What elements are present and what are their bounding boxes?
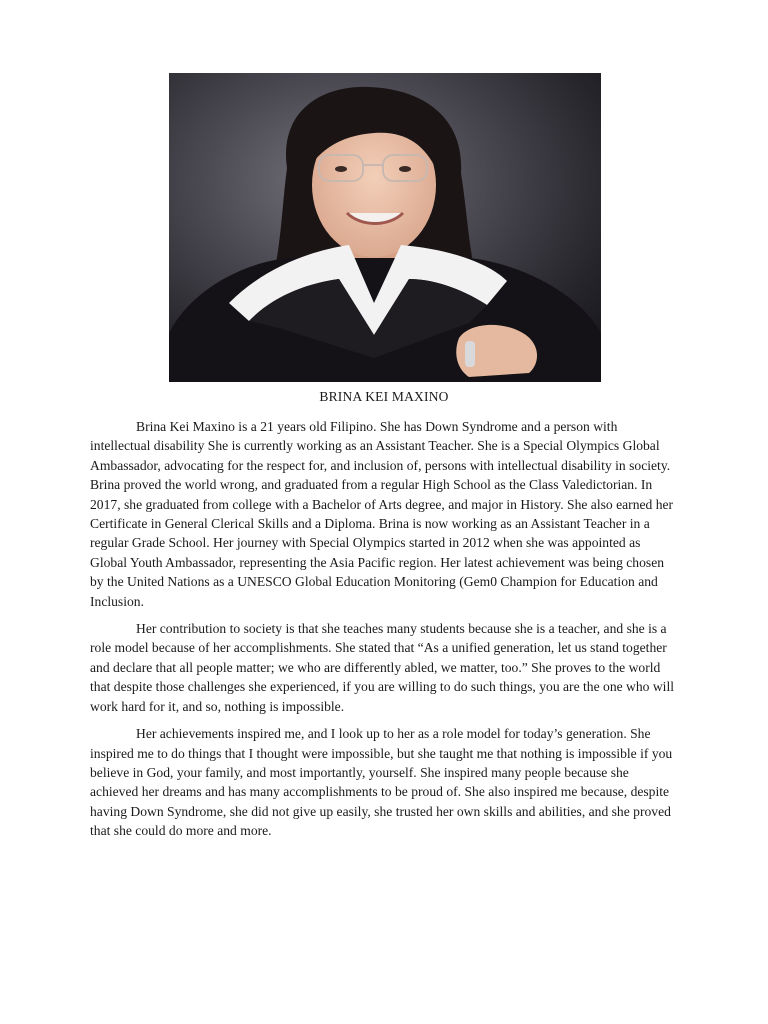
document-body bbox=[90, 417, 680, 849]
photo-caption: BRINA KEI MAXINO bbox=[319, 389, 449, 404]
graduation-portrait-photo bbox=[169, 73, 601, 382]
paragraph-inspiration: Her achievements inspired me, and I look up to her as a role model for today’s generation. She inspired me to do things that I thought were impossible, but she taught me that nothing is impossible if you believe in God, your family, and most importantly, yourself. She inspired many people because she achieved her dreams and has many accomplishments to be proud of. She also inspired me because, despite having Down Syndrome, she did not give up easily, she trusted her own skills and abilities, and she proved that she could do more and more. bbox=[90, 726, 673, 839]
paragraph-biography: Brina Kei Maxino is a 21 years old Filipino. She has Down Syndrome and a person with intellectual disability She is currently working as an Assistant Teacher. She is a Special Olympics Global Ambassador, advocating for the respect for, and inclusion of, persons with intellectual disability in society. Brina proved the world wrong, and graduated from a regular High School as the Class Valedictorian. In 2017, she graduated from college with a Bachelor of Arts degree, and major in History. She also earned her Certificate in General Clerical Skills and a Diploma. Brina is now working as an Assistant Teacher in a regular Grade School. Her journey with Special Olympics started in 2012 when she was appointed as Global Youth Ambassador, representing the Asia Pacific region. Her latest achievement was being chosen by the United Nations as a UNESCO Global Education Monitoring (Gem0 Champion for Education and Inclusion. bbox=[90, 419, 674, 609]
paragraph-contribution: Her contribution to society is that she teaches many students because she is a teacher, and she is a role model because of her accomplishments. She stated that “As a unified generation, let us stand together and declare that all people matter; we who are differently abled, we matter, too.” She proves to the world that despite those challenges she experienced, if you are willing to do such things, you are the one who will work hard for it, and so, nothing is impossible. bbox=[90, 621, 675, 714]
